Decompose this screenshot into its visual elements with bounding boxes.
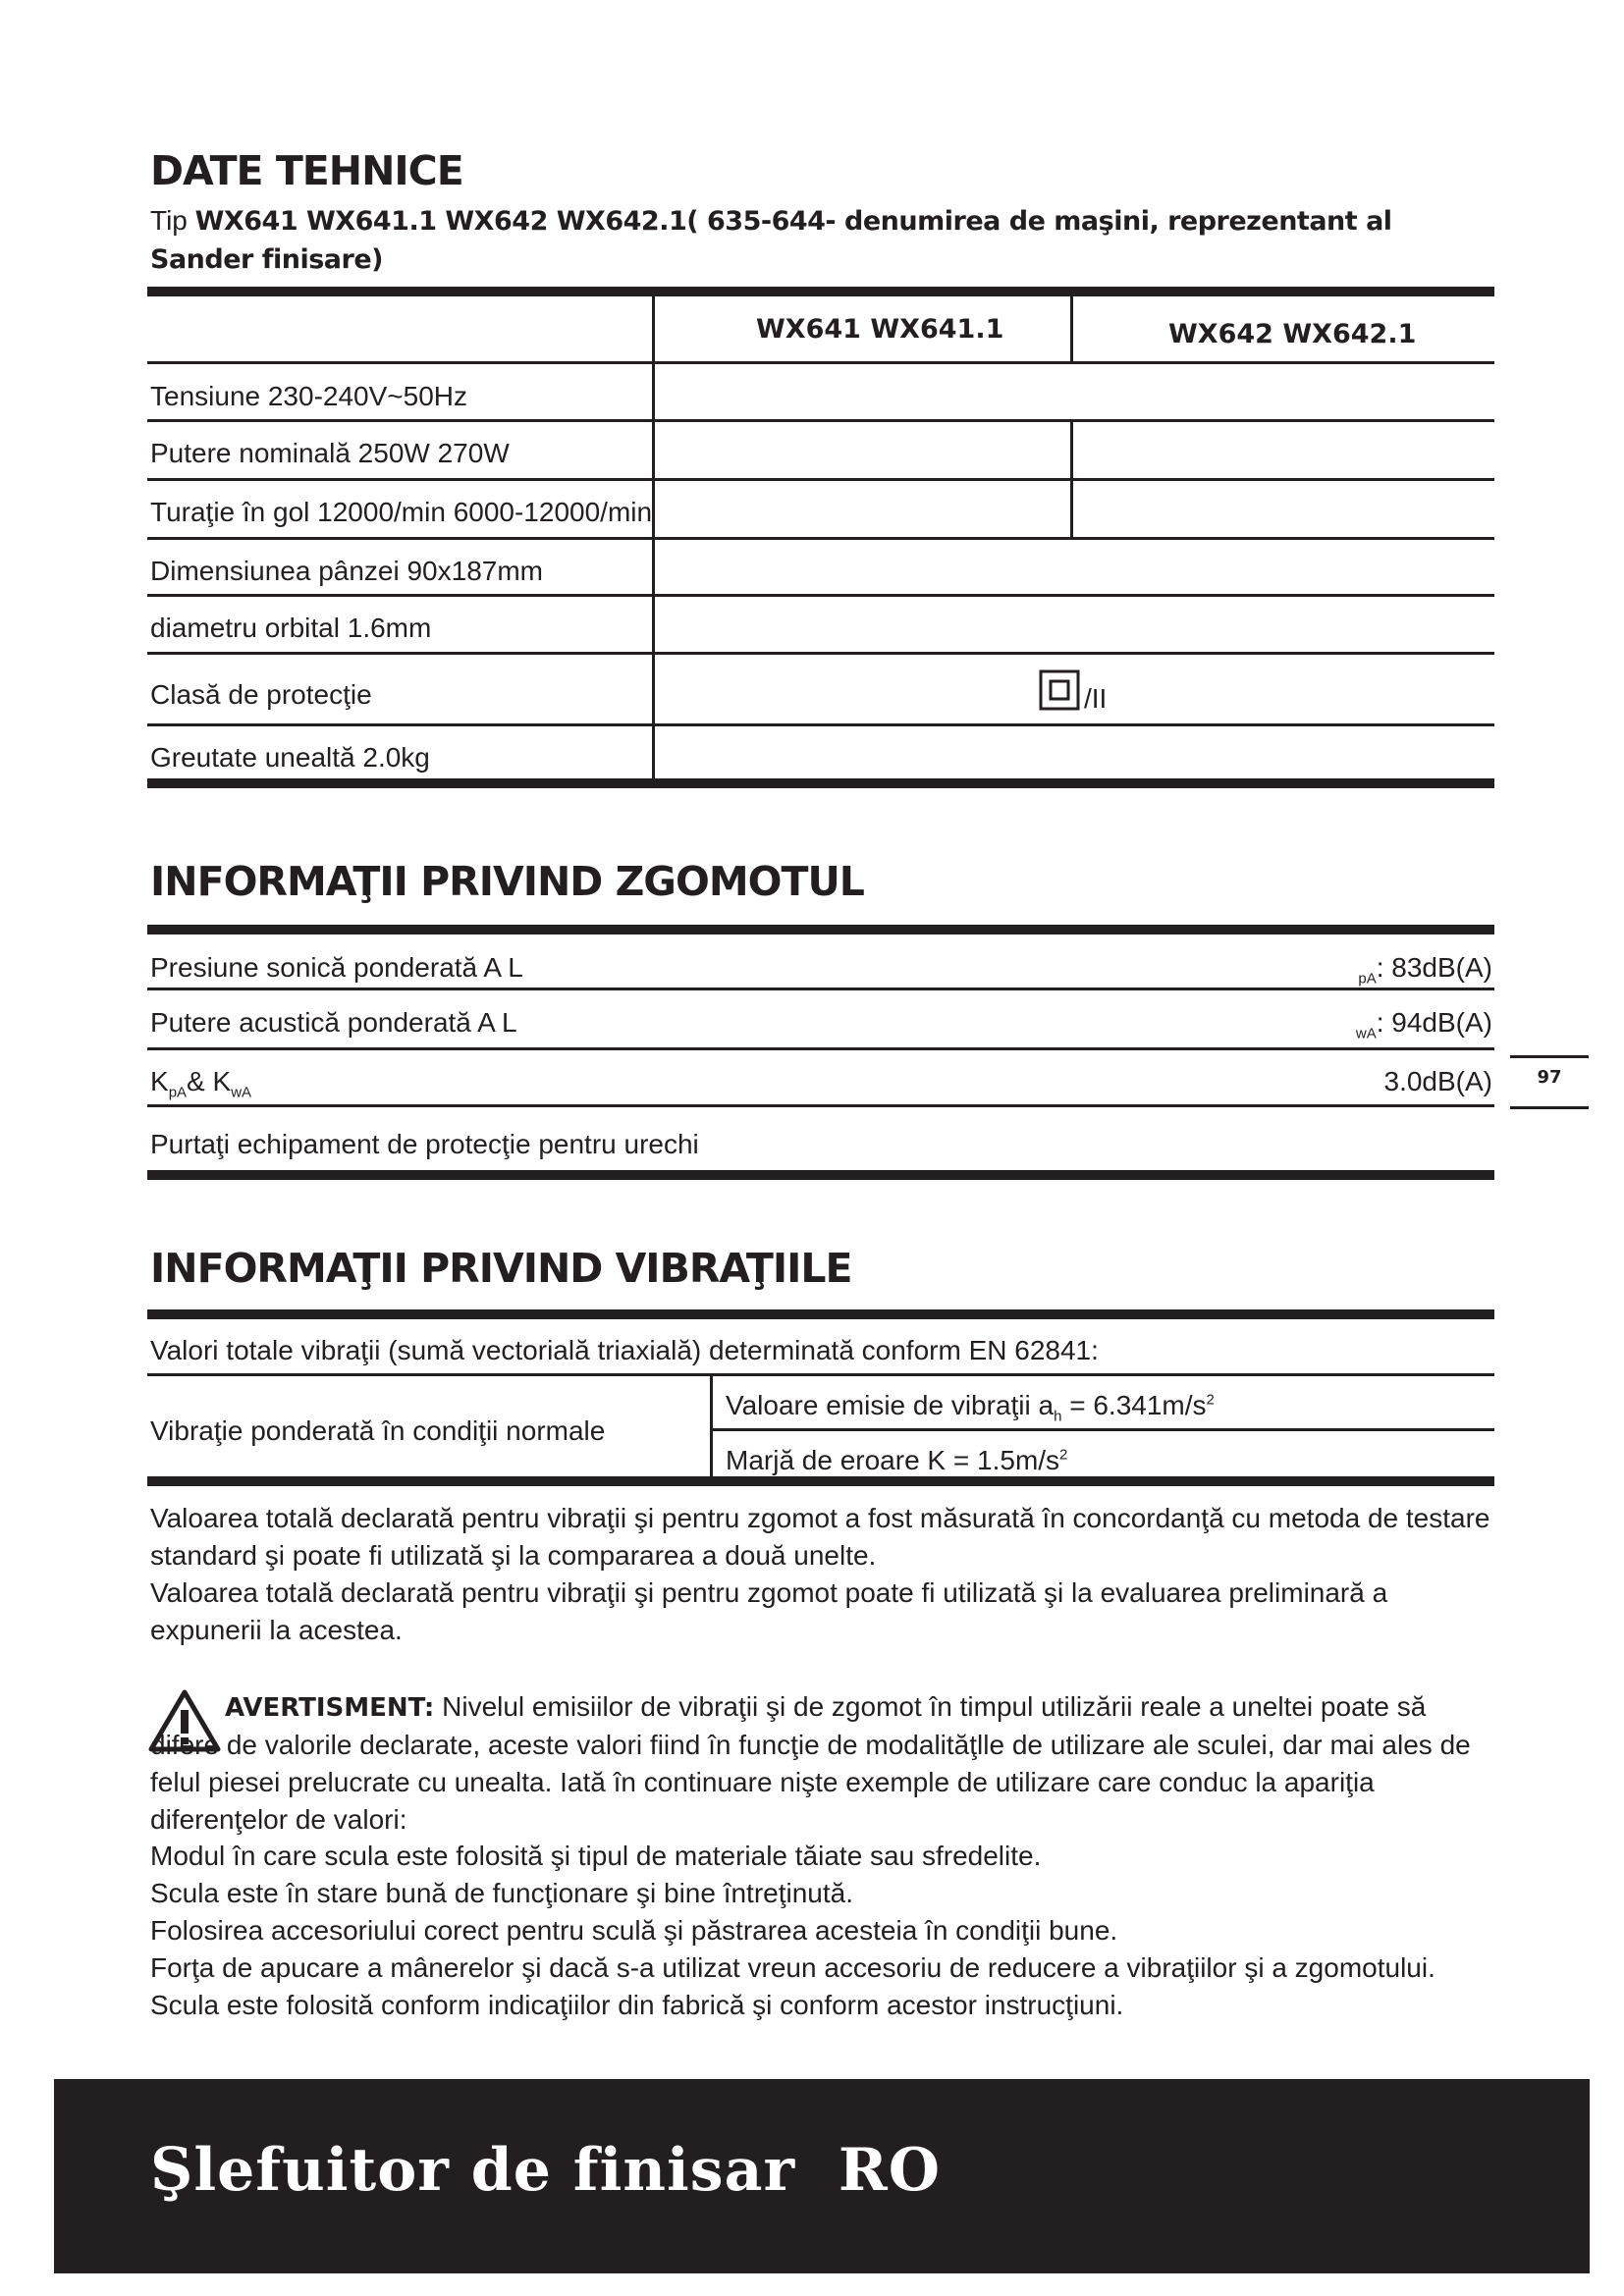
table-row-sheet-size: Dimensiunea pânzei 90x187mm	[150, 556, 543, 586]
declared-paragraph: Valoarea totală declarată pentru vibraţii şi pentru zgomot a fost măsurată în concordanţă cu metoda de testare standard şi poate fi utilizată şi la compararea a două unelte.	[150, 1503, 1490, 1571]
vibration-top-rule	[147, 1309, 1494, 1319]
row-rule	[147, 988, 1494, 990]
row-rule	[147, 1373, 1494, 1376]
list-item: Modul în care scula este folosită şi tipul de materiale tăiate sau sfredelite.	[150, 1841, 1042, 1871]
col-header-wx641: WX641 WX641.1	[756, 314, 1004, 345]
row-rule	[147, 361, 1494, 364]
type-models: WX641 WX641.1 WX642 WX642.1( 635-644- denumirea de maşini, reprezentant al Sander finisare)	[150, 206, 1392, 275]
footer-banner	[54, 2079, 1590, 2273]
row-rule	[147, 537, 1494, 540]
noise-top-rule	[147, 925, 1494, 934]
list-item: Scula este folosită conform indicaţiilor din fabrică şi conform acestor instrucţiuni.	[150, 1990, 1124, 2020]
table-row-protection-class: Clasă de protecţie	[150, 679, 372, 710]
protection-class-value: /II	[1084, 683, 1108, 714]
row-rule	[147, 478, 1494, 481]
noise-heading: INFORMAŢII PRIVIND ZGOMOTUL	[150, 858, 864, 905]
row-rule	[711, 1428, 1494, 1431]
table-row-voltage: Tensiune 230-240V~50Hz	[150, 381, 468, 411]
noise-row-pressure-value: $_{pA}$: 83dB(A)	[1358, 952, 1492, 988]
ear-protection-note: Purtaţi echipament de protecţie pentru urechi	[150, 1129, 699, 1159]
table-bottom-rule	[147, 778, 1494, 788]
noise-row-k-label: $K_{pA}\&$ $K_{wA}$	[150, 1066, 252, 1101]
type-label: Tip	[150, 205, 188, 236]
noise-row-power-value: $_{wA}$: 94dB(A)	[1355, 1007, 1492, 1042]
vibration-bottom-rule	[147, 1476, 1494, 1486]
page-number-box	[1510, 1055, 1589, 1114]
footer-title: Şlefuitor de finisar RO	[150, 2136, 941, 2205]
row-rule	[147, 1104, 1494, 1107]
declared-values-text	[150, 1500, 1495, 1649]
table-top-rule	[147, 287, 1494, 296]
type-line	[150, 202, 1495, 279]
noise-row-power-label: Putere acustică ponderată A L	[150, 1007, 517, 1038]
row-rule	[147, 723, 1494, 726]
row-rule	[147, 594, 1494, 597]
warning-label: AVERTISMENT:	[225, 1693, 435, 1723]
noise-row-k-value: 3.0dB(A)	[1383, 1066, 1492, 1096]
noise-bottom-rule	[147, 1170, 1494, 1180]
noise-row-pressure-label: Presiune sonică ponderată A L	[150, 952, 523, 983]
declared-paragraph: Valoarea totală declarată pentru vibraţii şi pentru zgomot poate fi utilizată şi la evaluarea preliminară a expunerii la acestea.	[150, 1577, 1388, 1645]
list-item: Scula este în stare bună de funcţionare şi bine întreţinută.	[150, 1878, 854, 1908]
table-row-weight: Greutate unealtă 2.0kg	[150, 742, 430, 773]
technical-heading: DATE TEHNICE	[150, 147, 463, 194]
list-item: Folosirea accesoriului corect pentru sculă şi păstrarea acesteia în condiţii bune.	[150, 1915, 1118, 1946]
table-row-orbit: diametru orbital 1.6mm	[150, 613, 432, 643]
vibration-total-values: Valori totale vibraţii (sumă vectorială triaxială) determinată conform EN 62841:	[150, 1335, 1099, 1365]
warning-text: AVERTISMENT: Nivelul emisiilor de vibraţii şi de zgomot în timpul utilizării reale a uneltei poate să difere de valorile declarate, aceste valori fiind în funcţie de modalităţlle de utilizare ale sculei, dar mai ales de felul piesei prelucrate cu unealta. Iată în continuare nişte exemple de utilizare care conduc la apariţia diferenţelor de valori:	[150, 1691, 1471, 1835]
table-divider-header	[1070, 294, 1073, 363]
warning-examples	[150, 1838, 1495, 2024]
vibration-uncertainty-value: Marjă de eroare $K = 1.5m/s^2$	[726, 1445, 1068, 1475]
row-rule	[147, 1047, 1494, 1050]
table-row-power: Putere nominală 250W 270W	[150, 438, 510, 468]
double-insulation-icon	[1039, 669, 1080, 711]
page-number: 97	[1537, 1067, 1562, 1088]
footer-lang: RO	[838, 2136, 941, 2205]
table-row-speed: Turaţie în gol 12000/min 6000-12000/min	[150, 497, 653, 527]
vibration-divider	[710, 1374, 713, 1476]
row-rule	[147, 419, 1494, 422]
row-rule	[147, 652, 1494, 655]
vibration-emission-value: Valoare emisie de vibraţii $a_h = 6.341m/s^2$	[726, 1390, 1215, 1425]
col-header-wx642: WX642 WX642.1	[1168, 319, 1417, 349]
list-item: Forţa de apucare a mânerelor şi dacă s-a utilizat vreun accesoriu de reducere a vibraţiilor şi a zgomotului.	[150, 1952, 1435, 1983]
vibration-weighted-label: Vibraţie ponderată în condiţii normale	[150, 1415, 606, 1446]
vibration-heading: INFORMAŢII PRIVIND VIBRAŢIILE	[150, 1245, 852, 1292]
